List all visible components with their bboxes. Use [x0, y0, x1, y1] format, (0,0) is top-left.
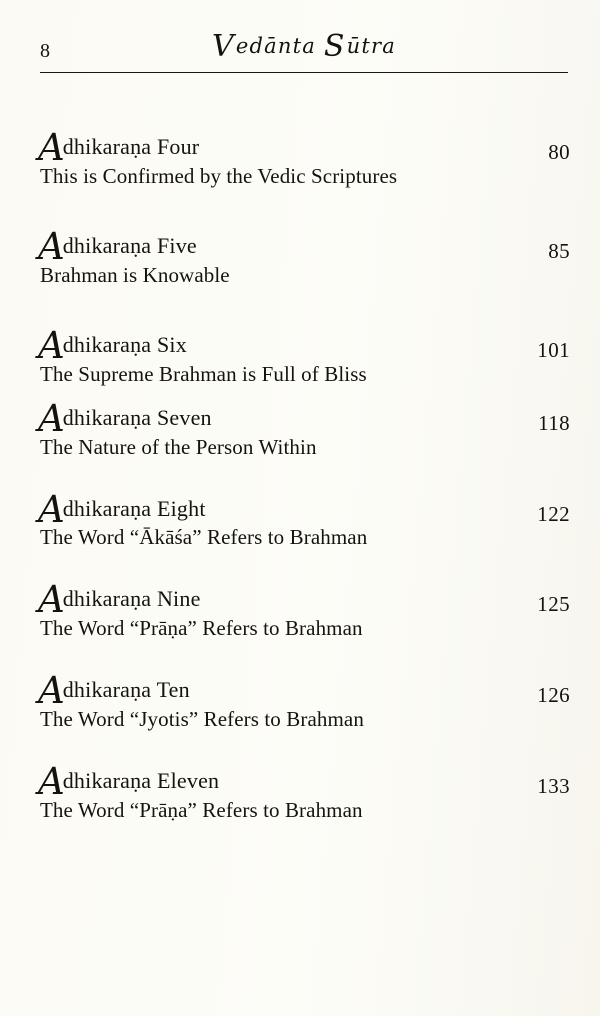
- page-header: [38, 29, 570, 78]
- running-title-vedanta: edānta: [235, 34, 324, 58]
- toc-entry-title-text: dhikaraṇa Four: [62, 134, 200, 159]
- toc-entry-page-number: 133: [537, 774, 570, 799]
- toc-entry-title-text: dhikaraṇa Eight: [62, 495, 206, 521]
- toc-entry-title: [38, 323, 570, 367]
- toc-entry-page-number: 126: [537, 683, 570, 708]
- toc-entry-title: [38, 126, 570, 169]
- toc-entry[interactable]: [38, 323, 570, 387]
- decorative-capital-a-icon: A: [38, 396, 64, 440]
- toc-entry-page-number: 101: [537, 337, 570, 362]
- running-title-capital-s: S: [323, 29, 346, 64]
- header-rule: [40, 72, 568, 73]
- toc-entry-page-number: 125: [537, 592, 570, 617]
- running-title-capital-v: V: [212, 29, 235, 64]
- toc-entry-subtitle: The Word “Prāṇa” Refers to Brahman: [40, 798, 363, 823]
- toc-entry-subtitle: The Nature of the Person Within: [40, 434, 317, 459]
- decorative-capital-a-icon: A: [38, 487, 64, 531]
- toc-entry[interactable]: [38, 487, 570, 551]
- toc-entry[interactable]: [38, 578, 570, 641]
- toc-entry-title-text: dhikaraṇa Seven: [62, 404, 212, 430]
- toc-entry-title: [38, 487, 570, 531]
- toc-entry[interactable]: [38, 396, 570, 460]
- toc-entry[interactable]: [38, 760, 570, 823]
- toc-entry-page-number: 122: [537, 501, 570, 526]
- folio-number: 8: [40, 40, 51, 62]
- decorative-capital-a-icon: A: [38, 126, 64, 169]
- toc-entry-title-text: dhikaraṇa Five: [62, 232, 197, 258]
- toc-entry-subtitle: This is Confirmed by the Vedic Scriptures: [40, 163, 398, 188]
- toc-entry-page-number: 80: [548, 140, 570, 164]
- toc-entry-title-text: dhikaraṇa Eleven: [62, 768, 220, 794]
- toc-entry-page-number: 85: [548, 238, 570, 263]
- toc-entry-title-text: dhikaraṇa Nine: [62, 586, 201, 612]
- toc-entry[interactable]: [38, 669, 570, 732]
- decorative-capital-a-icon: A: [38, 578, 64, 622]
- decorative-capital-a-icon: A: [38, 224, 64, 268]
- toc-entry-title: [38, 396, 570, 440]
- toc-entry-title: [38, 669, 570, 713]
- toc-entry-title: [38, 578, 570, 622]
- decorative-capital-a-icon: A: [38, 669, 64, 713]
- running-title: [38, 29, 570, 64]
- toc-entry-page-number: 118: [538, 410, 570, 435]
- toc-entry-title: [38, 224, 570, 268]
- toc-entry-subtitle: The Supreme Brahman is Full of Bliss: [40, 361, 367, 386]
- toc-entry-title: [38, 760, 570, 804]
- toc-entry-subtitle: Brahman is Knowable: [40, 262, 230, 287]
- toc-entry-subtitle: The Word “Jyotis” Refers to Brahman: [40, 707, 364, 732]
- decorative-capital-a-icon: A: [38, 760, 64, 804]
- toc-entry-title-text: dhikaraṇa Ten: [62, 677, 190, 703]
- table-of-contents: [38, 126, 570, 823]
- toc-entry[interactable]: [38, 224, 570, 288]
- toc-entry-subtitle: The Word “Ākāśa” Refers to Brahman: [40, 525, 368, 550]
- toc-entry[interactable]: [38, 126, 570, 189]
- running-title-sutra: ūtra: [346, 34, 396, 58]
- decorative-capital-a-icon: A: [38, 323, 64, 367]
- toc-entry-title-text: dhikaraṇa Six: [62, 331, 187, 357]
- toc-entry-subtitle: The Word “Prāṇa” Refers to Brahman: [40, 616, 363, 641]
